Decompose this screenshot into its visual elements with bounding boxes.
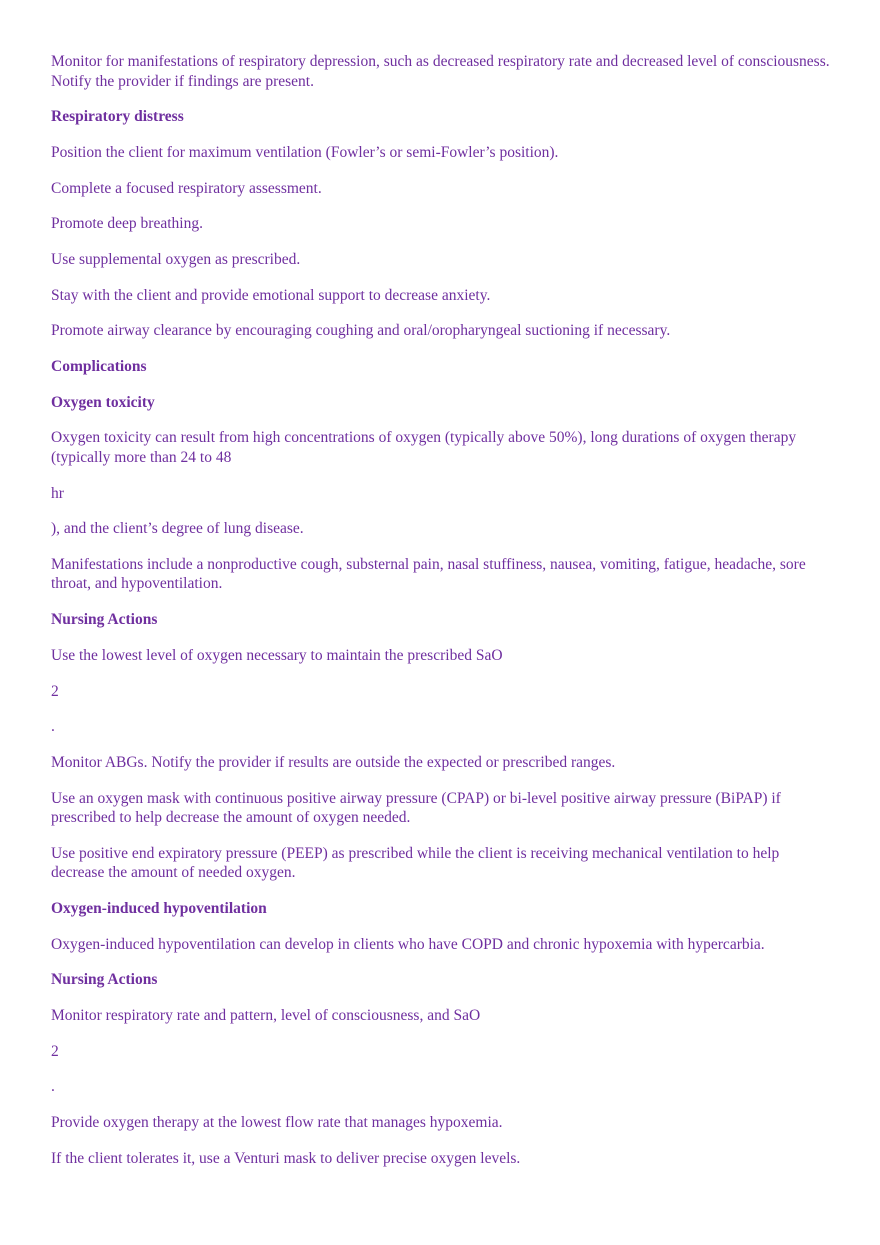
paragraph: Use the lowest level of oxygen necessary to maintain the prescribed SaO (51, 646, 503, 664)
paragraph: Oxygen-induced hypoventilation can develop in clients who have COPD and chronic hypoxemia with hypercarbia. (51, 935, 765, 953)
paragraph: Monitor respiratory rate and pattern, level of consciousness, and SaO (51, 1007, 481, 1024)
paragraph: Monitor for manifestations of respiratory depression, such as decreased respiratory rate and decreased level of consciousness. Notify the provider if findings are present. (51, 53, 830, 90)
subsection-heading: Oxygen toxicity (51, 393, 155, 411)
section-heading: Complications (51, 358, 147, 375)
paragraph: Monitor ABGs. Notify the provider if results are outside the expected or prescribed ranges. (51, 753, 616, 771)
paragraph: Stay with the client and provide emotional support to decrease anxiety. (51, 286, 491, 304)
subsection-heading: Oxygen-induced hypoventilation (51, 899, 267, 917)
paragraph: Use supplemental oxygen as prescribed. (51, 250, 301, 268)
paragraph: If the client tolerates it, use a Venturi mask to deliver precise oxygen levels. (51, 1149, 521, 1167)
paragraph-fragment: ), and the client’s degree of lung disease. (51, 520, 304, 538)
paragraph: Position the client for maximum ventilation (Fowler’s or semi-Fowler’s position). (51, 143, 559, 161)
paragraph: Provide oxygen therapy at the lowest flow rate that manages hypoxemia. (51, 1114, 503, 1132)
paragraph: Promote airway clearance by encouraging coughing and oral/oropharyngeal suctioning if necessary. (51, 322, 671, 340)
paragraph-fragment: hr (51, 484, 64, 502)
punctuation-fragment: . (51, 1078, 55, 1096)
subsection-heading: Nursing Actions (51, 611, 158, 629)
section-heading: Respiratory distress (51, 108, 184, 126)
subscript-fragment: 2 (51, 682, 59, 700)
paragraph: Oxygen toxicity can result from high concentrations of oxygen (typically above 50%), long durations of oxygen therapy (typically more than 24 to 48 (51, 429, 797, 466)
subsection-heading: Nursing Actions (51, 971, 158, 989)
paragraph: Manifestations include a nonproductive cough, substernal pain, nasal stuffiness, nausea, vomiting, fatigue, headache, sore throat, and hypoventilation. (51, 555, 806, 593)
paragraph: Complete a focused respiratory assessment. (51, 179, 322, 197)
subscript-fragment: 2 (51, 1042, 59, 1060)
paragraph: Use positive end expiratory pressure (PEEP) as prescribed while the client is receiving mechanical ventilation to help decrease the amount of needed oxygen. (51, 844, 780, 882)
punctuation-fragment: . (51, 718, 55, 736)
paragraph: Use an oxygen mask with continuous positive airway pressure (CPAP) or bi-level positive airway pressure (BiPAP) if prescribed to help decrease the amount of oxygen needed. (51, 789, 781, 827)
paragraph: Promote deep breathing. (51, 215, 203, 233)
